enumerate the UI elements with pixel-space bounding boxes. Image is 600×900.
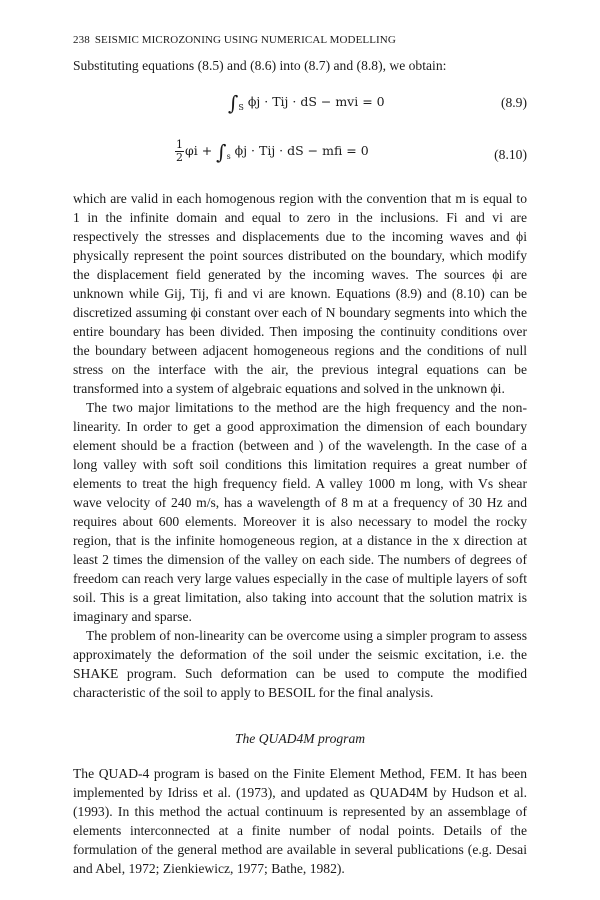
integral-domain: s (226, 152, 231, 161)
intro-paragraph: Substituting equations (8.5) and (8.6) into (8.7) and (8.8), we obtain: (73, 58, 447, 73)
section-title: The QUAD4M program (234, 731, 366, 746)
equation-8-9-number: (8.9) (500, 95, 527, 110)
equation-8-9 (73, 83, 527, 123)
equation-8-10 (73, 135, 527, 175)
paragraph-validity: which are valid in each homogenous region with the convention that m is equal to 1 in the infinite domain and equal to zero in the inclusions. Fi and vi are respectively the stresses and displacements due to the incoming waves and ϕi physically represent the point sources distributed on the boundary, which modify the displacement field generated by the incoming waves. The sources ϕi are unknown while Gij, Tij, fi and vi are known. Equations (8.9) and (8.10) can be discretized assuming ϕi constant over each of N boundary segments into which the entire boundary has been divided. Then imposing the continuity conditions over the boundary between adjacent homogeneous regions and the conditions of null stress on the interface with the air, the previous integral equations can be transformed into a system of algebraic equations and solved in the unknown ϕi. (73, 191, 527, 396)
equation-8-9-body: ϕj · Tij · dS − mvi = 0 (243, 94, 385, 109)
equation-8-10-number: (8.10) (494, 147, 527, 162)
paragraph-quad4m: The QUAD-4 program is based on the Finite Element Method, FEM. It has been implemented by Idriss et al. (1973), and updated as QUAD4M by Hudson et al. (1993). In this method the actual continuum is represented by an assemblage of elements interconnected at a finite number of nodal points. Details of the formulation of the general method are available in several publications (e.g. Desai and Abel, 1972; Zienkiewicz, 1977; Bathe, 1982). (73, 766, 527, 876)
equation-8-9-formula (228, 91, 385, 115)
paragraph-limitations: The two major limitations to the method are the high frequency and the non-linearity. In order to get a good approximation the dimension of each boundary element should be a fraction (between and ) of the wavelength. In the case of a long valley with soft soil conditions this limitation requires a great number of elements to treat the high frequency field. A valley 1000 m long, with Vs shear wave velocity of 240 m/s, has a wavelength of 8 m at a frequency of 30 Hz and requires about 600 elements. Moreover it is also necessary to model the rocky region, that is the infinite homogeneous region, at a distance in the x direction at least 2 times the dimension of the valley on each side. The numbers of degrees of freedom can reach very large values especially in the case of multiple layers of soft soil. This is a great limitation, also taking into account that the solution matrix is imaginary and sparse. (73, 400, 527, 624)
paragraph-non-linearity: The problem of non-linearity can be overcome using a simpler program to assess approximately the deformation of the soil under the seismic excitation, i.e. the SHAKE program. Such deformation can be used to compute the modified characteristic of the soil to apply to BESOIL for the final analysis. (73, 628, 527, 700)
running-head-title: SEISMIC MICROZONING USING NUMERICAL MODELLING (94, 34, 396, 46)
integral-domain: S (238, 103, 244, 112)
equation-8-10-body: ϕj · Tij · dS − mfi = 0 (230, 143, 369, 158)
integral-sign: ∫ (228, 91, 239, 115)
running-head (73, 34, 527, 46)
fraction-numerator: 1 (176, 138, 183, 151)
fraction-denominator: 2 (176, 151, 183, 164)
integral-sign: ∫ (216, 140, 227, 164)
fraction-one-half (175, 139, 184, 164)
page-number: 238 (73, 34, 90, 46)
equation-8-10-formula (175, 139, 369, 164)
page (73, 34, 527, 878)
equation-8-10-lead: φi + (185, 143, 217, 158)
